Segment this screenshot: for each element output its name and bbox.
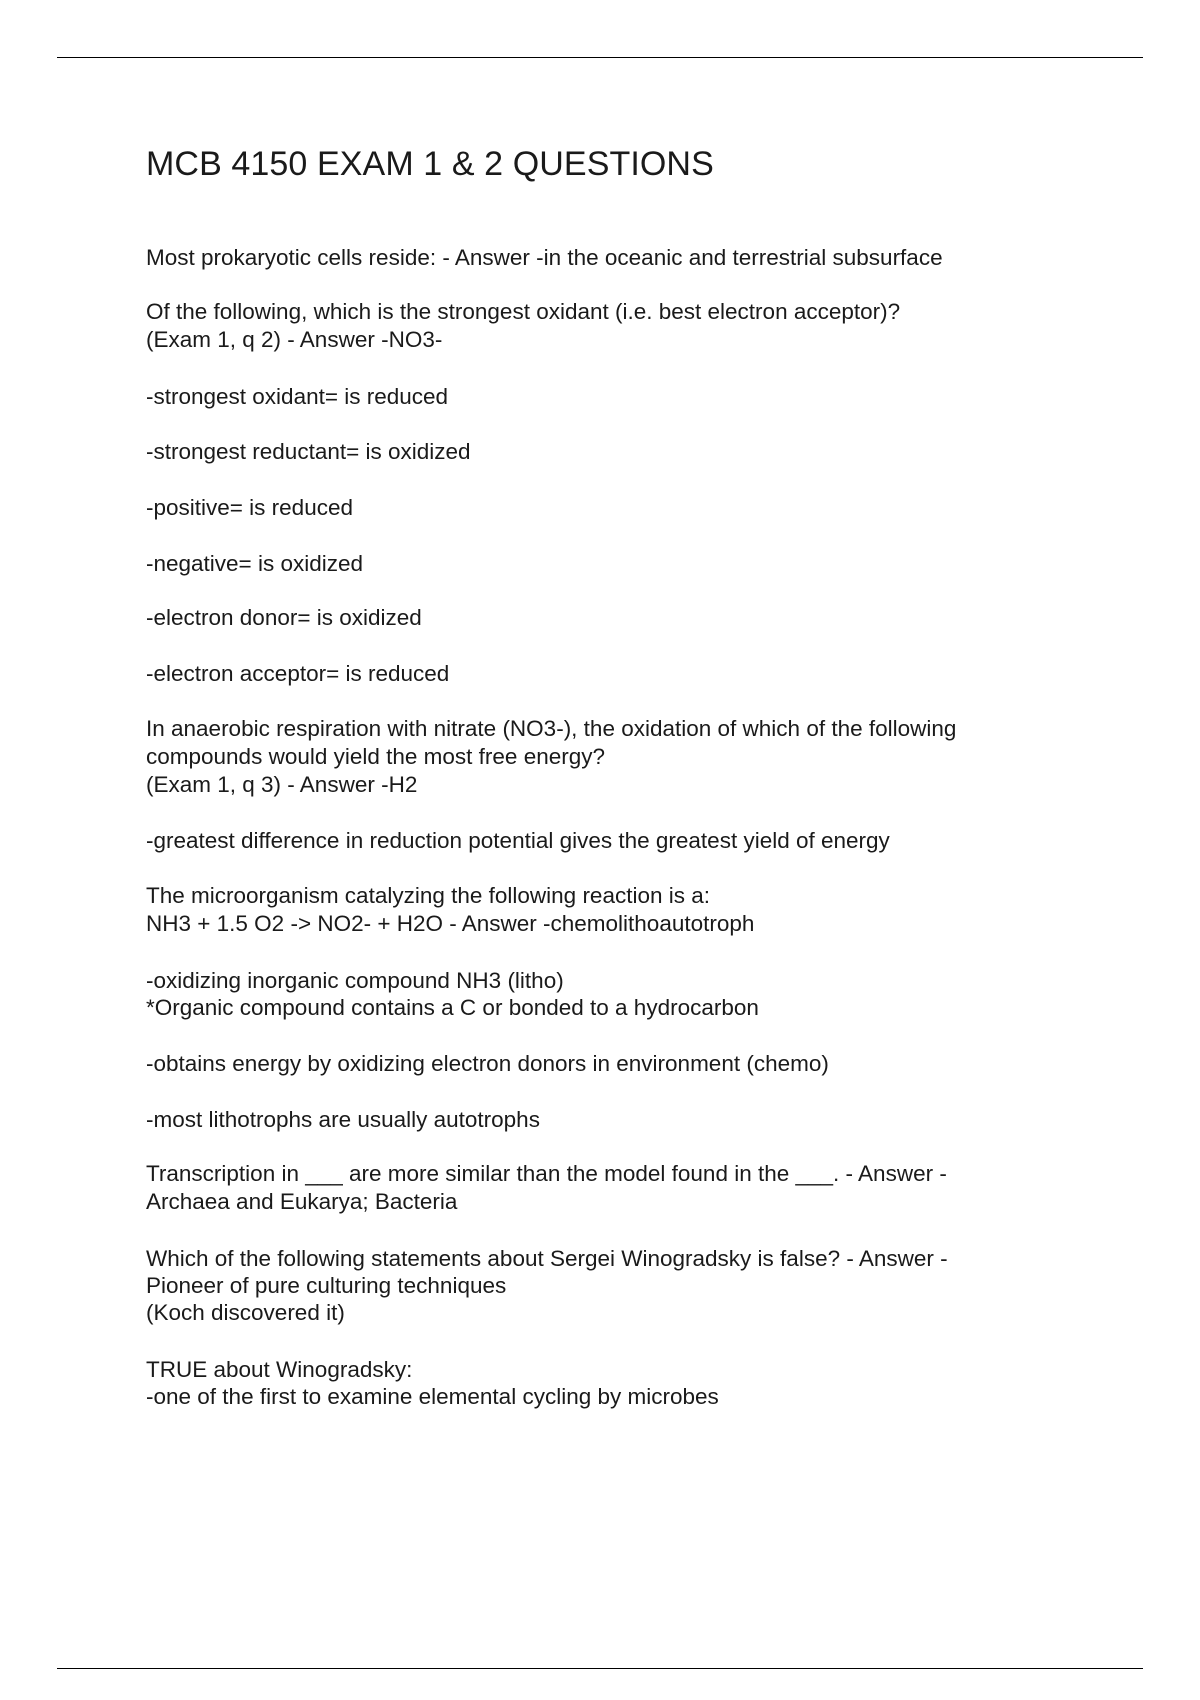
note-strongest-oxidant: -strongest oxidant= is reduced [146, 384, 449, 409]
q5-answer: Archaea and Eukarya; Bacteria [146, 1189, 458, 1214]
q4-text: The microorganism catalyzing the following reaction is a: [146, 883, 711, 908]
top-rule [57, 57, 1143, 58]
q3-answer: (Exam 1, q 3) - Answer -H2 [146, 772, 418, 797]
note-lithotrophs: -most lithotrophs are usually autotrophs [146, 1107, 540, 1132]
q6-note: (Koch discovered it) [146, 1300, 345, 1325]
note-electron-acceptor: -electron acceptor= is reduced [146, 661, 450, 686]
note-positive: -positive= is reduced [146, 495, 353, 520]
note-reduction-potential: -greatest difference in reduction potential gives the greatest yield of energy [146, 828, 890, 853]
q3-text-line-2: compounds would yield the most free energy? [146, 744, 606, 769]
note-chemo: -obtains energy by oxidizing electron donors in environment (chemo) [146, 1051, 829, 1076]
q6-answer: Pioneer of pure culturing techniques [146, 1273, 507, 1298]
note-organic-compound: *Organic compound contains a C or bonded to a hydrocarbon [146, 995, 759, 1020]
note-litho: -oxidizing inorganic compound NH3 (litho) [146, 968, 564, 993]
winogradsky-true-item: -one of the first to examine elemental cycling by microbes [146, 1384, 719, 1409]
q2-text: Of the following, which is the strongest oxidant (i.e. best electron acceptor)? [146, 299, 901, 324]
winogradsky-true-heading: TRUE about Winogradsky: [146, 1357, 413, 1382]
page-title: MCB 4150 EXAM 1 & 2 QUESTIONS [146, 145, 714, 183]
q4-answer: NH3 + 1.5 O2 -> NO2- + H2O - Answer -chemolithoautotroph [146, 911, 755, 936]
note-negative: -negative= is oxidized [146, 551, 364, 576]
bottom-rule [57, 1668, 1143, 1669]
q5-text: Transcription in ___ are more similar than the model found in the ___. - Answer - [146, 1161, 947, 1186]
q2-answer: (Exam 1, q 2) - Answer -NO3- [146, 327, 443, 352]
q1-text: Most prokaryotic cells reside: - Answer -in the oceanic and terrestrial subsurface [146, 245, 943, 270]
q3-text-line-1: In anaerobic respiration with nitrate (NO3-), the oxidation of which of the following [146, 716, 957, 741]
q6-text: Which of the following statements about Sergei Winogradsky is false? - Answer - [146, 1246, 948, 1271]
note-strongest-reductant: -strongest reductant= is oxidized [146, 439, 471, 464]
note-electron-donor: -electron donor= is oxidized [146, 605, 422, 630]
